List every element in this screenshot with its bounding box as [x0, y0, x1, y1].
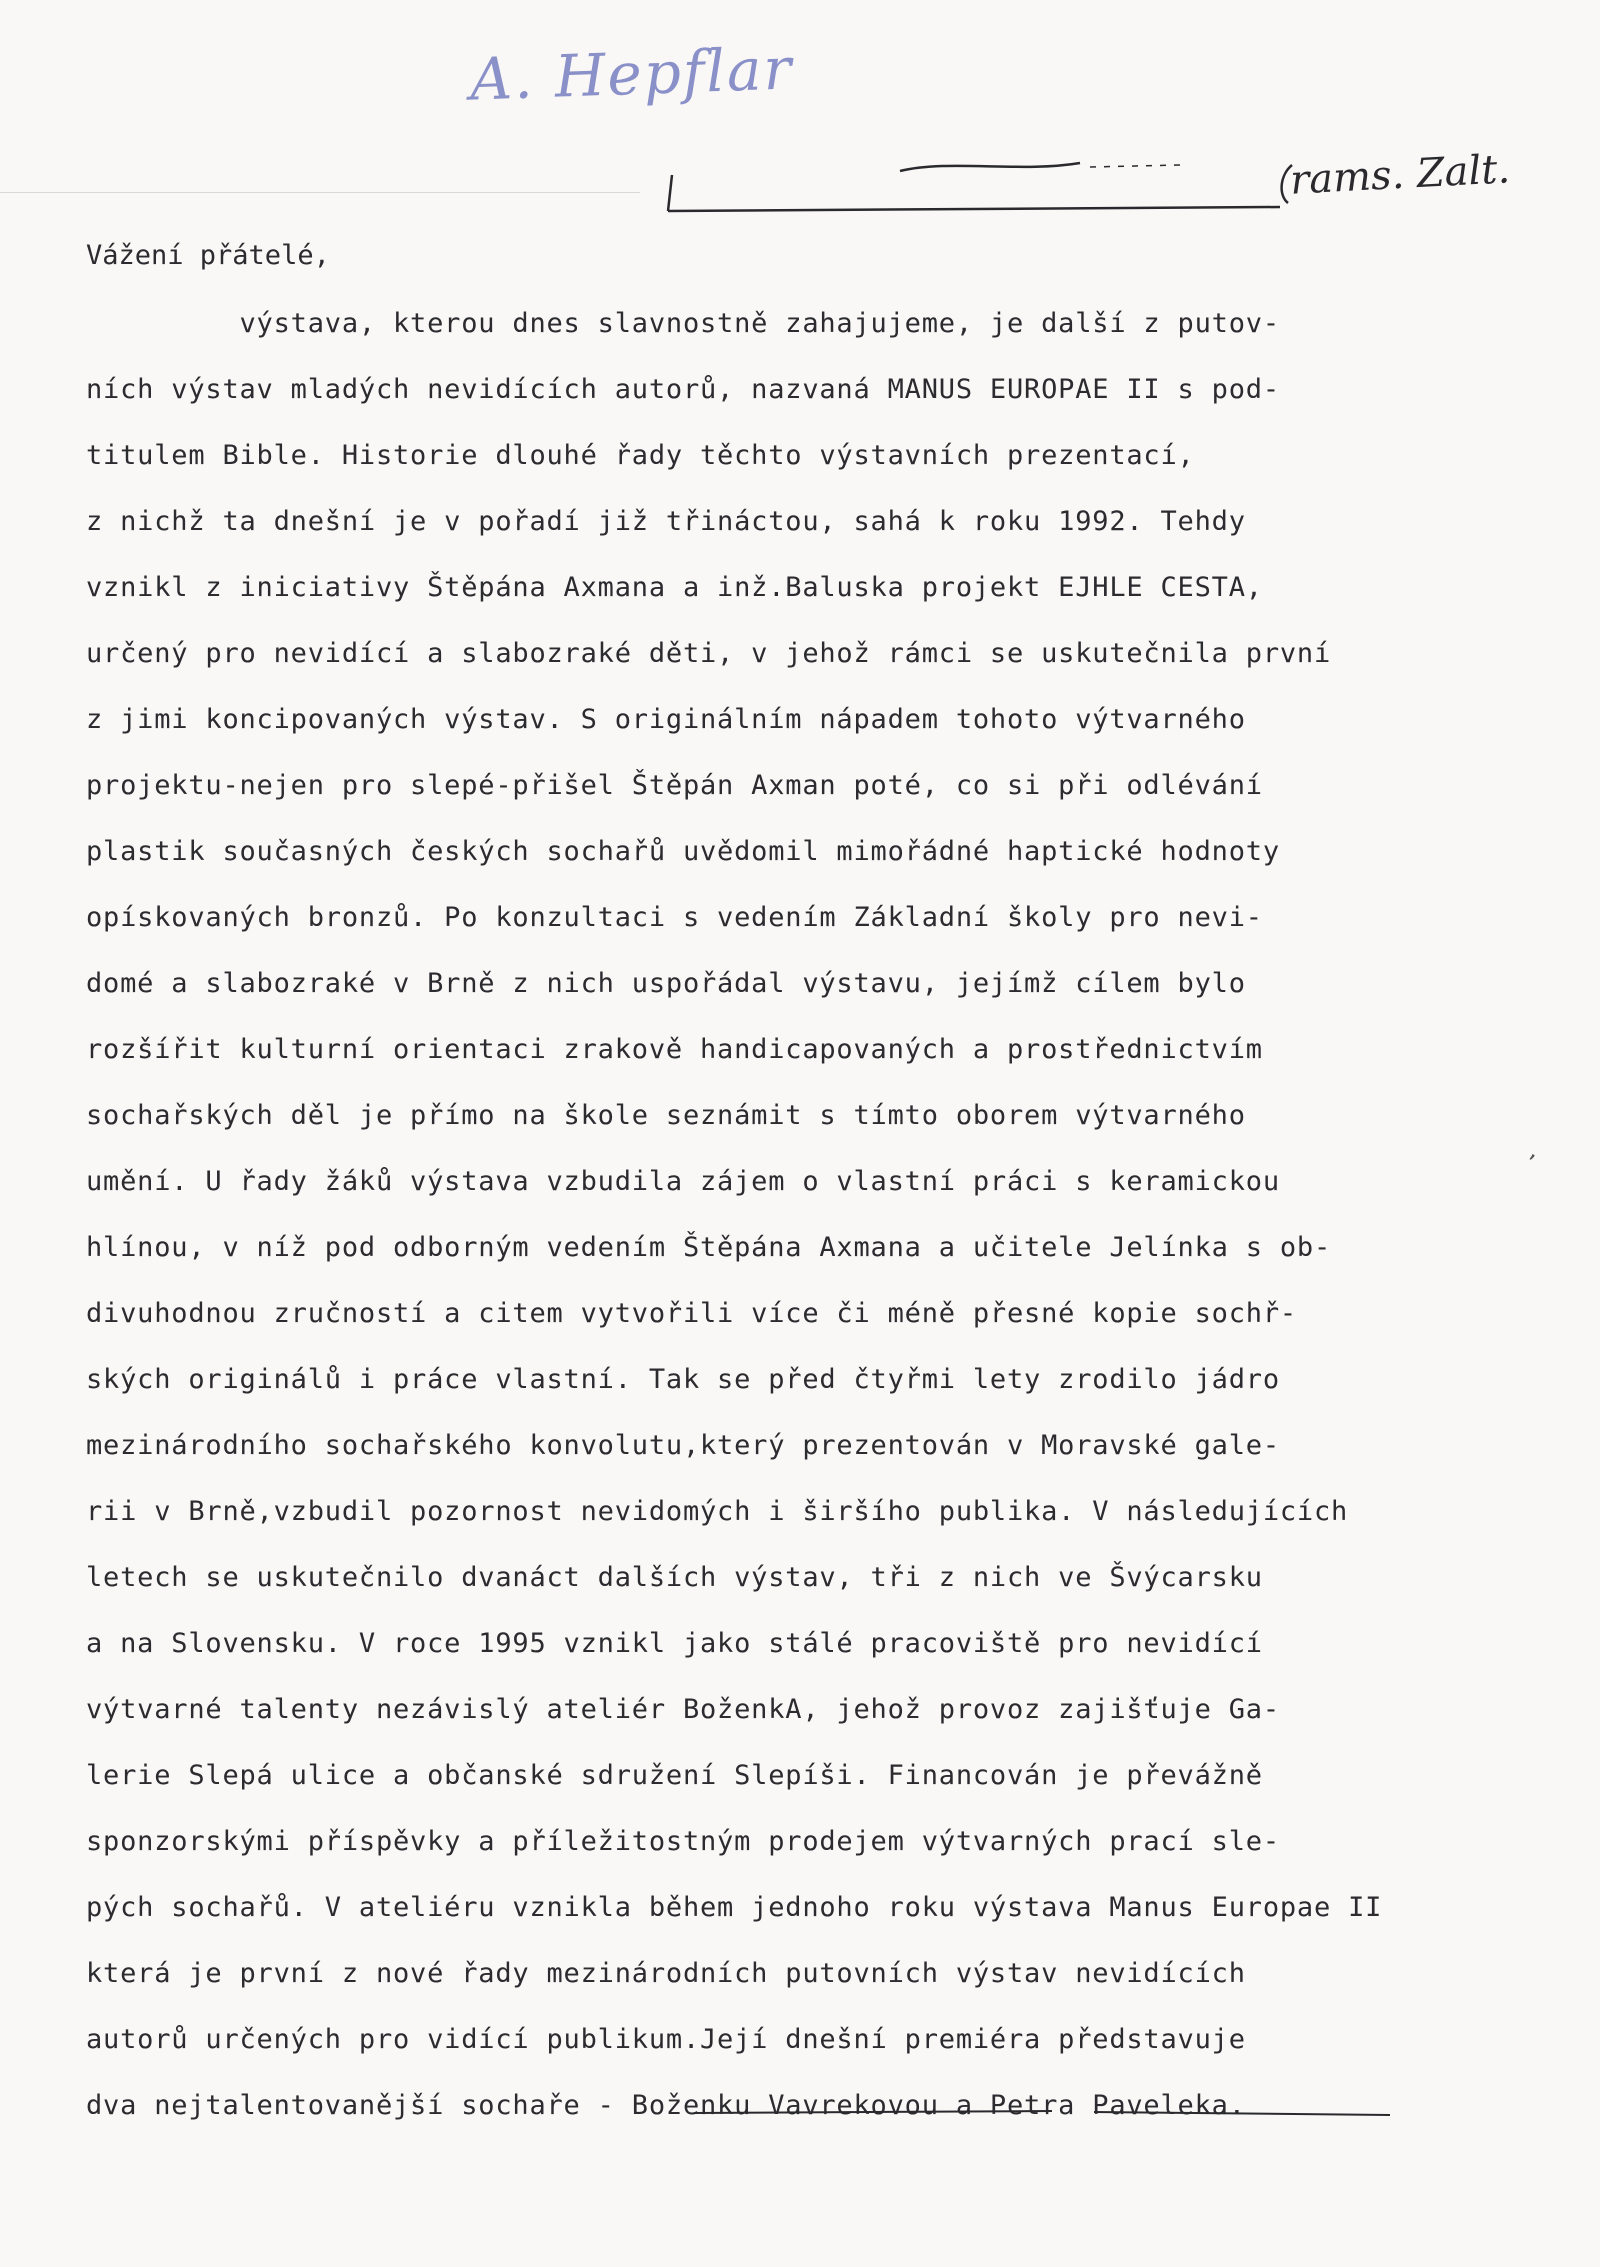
faint-divider: [0, 192, 640, 193]
body-line: sochařských děl je přímo na škole seznámit s tímto oborem výtvarného: [86, 1100, 1246, 1131]
stray-pen-mark: ʼ: [1520, 1148, 1540, 1176]
handwritten-name-underline: [690, 2107, 1410, 2123]
body-line: rii v Brně,vzbudil pozornost nevidomých i širšího publika. V následujících: [86, 1496, 1349, 1527]
body-line: rozšířit kulturní orientaci zrakově handicapovaných a prostřednictvím: [86, 1034, 1263, 1065]
body-line: divuhodnou zručností a citem vytvořili více či méně přesné kopie sochř-: [86, 1298, 1297, 1329]
salutation: Vážení přátelé,: [86, 240, 330, 271]
body-line: titulem Bible. Historie dlouhé řady těchto výstavních prezentací,: [86, 440, 1195, 471]
body-line: dva nejtalentovanější sochaře - Boženku Vavrekovou a Petra Paveleka.: [86, 2090, 1246, 2121]
body-line: umění. U řady žáků výstava vzbudila zájem o vlastní práci s keramickou: [86, 1166, 1280, 1197]
body-line: sponzorskými příspěvky a příležitostným prodejem výtvarných prací sle-: [86, 1826, 1280, 1857]
body-line: mezinárodního sochařského konvolutu,který prezentován v Moravské gale-: [86, 1430, 1280, 1461]
body-line: ních výstav mladých nevidících autorů, nazvaná MANUS EUROPAE II s pod-: [86, 374, 1280, 405]
body-line: a na Slovensku. V roce 1995 vznikl jako stálé pracoviště pro nevidící: [86, 1628, 1263, 1659]
body-line: ských originálů i práce vlastní. Tak se před čtyřmi lety zrodilo jádro: [86, 1364, 1280, 1395]
body-line: autorů určených pro vidící publikum.Její dnešní premiéra představuje: [86, 2024, 1246, 2055]
body-line: která je první z nové řady mezinárodních putovních výstav nevidících: [86, 1958, 1246, 1989]
body-line: projektu-nejen pro slepé-přišel Štěpán Axman poté, co si při odlévání: [86, 770, 1263, 801]
body-line: určený pro nevidící a slabozraké děti, v jehož rámci se uskutečnila první: [86, 638, 1332, 669]
body-line: plastik současných českých sochařů uvědomil mimořádné haptické hodnoty: [86, 836, 1280, 867]
body-line: opískovaných bronzů. Po konzultaci s vedením Základní školy pro nevi-: [86, 902, 1263, 933]
body-line: lerie Slepá ulice a občanské sdružení Slepíši. Financován je převážně: [86, 1760, 1263, 1791]
body-line: výtvarné talenty nezávislý ateliér BoženkA, jehož provoz zajišťuje Ga-: [86, 1694, 1280, 1725]
body-line: výstava, kterou dnes slavnostně zahajujeme, je další z putov-: [86, 308, 1280, 339]
handwritten-underline-mark: [660, 145, 1300, 215]
handwritten-signature: A. Hepflar: [468, 34, 795, 114]
body-line: vznikl z iniciativy Štěpána Axmana a inž.Baluska projekt EJHLE CESTA,: [86, 572, 1263, 603]
body-line: pých sochařů. V ateliéru vznikla během jednoho roku výstava Manus Europae II: [86, 1892, 1383, 1923]
letter-body: [86, 306, 1566, 2154]
handwritten-margin-note: rams. Zalt.: [1288, 146, 1512, 204]
body-line: letech se uskutečnilo dvanáct dalších výstav, tři z nich ve Švýcarsku: [86, 1562, 1263, 1593]
body-line: z nichž ta dnešní je v pořadí již třináctou, sahá k roku 1992. Tehdy: [86, 506, 1246, 537]
body-line: domé a slabozraké v Brně z nich uspořádal výstavu, jejímž cílem bylo: [86, 968, 1246, 999]
body-line: hlínou, v níž pod odborným vedením Štěpána Axmana a učitele Jelínka s ob-: [86, 1232, 1332, 1263]
body-line: z jimi koncipovaných výstav. S originálním nápadem tohoto výtvarného: [86, 704, 1246, 735]
